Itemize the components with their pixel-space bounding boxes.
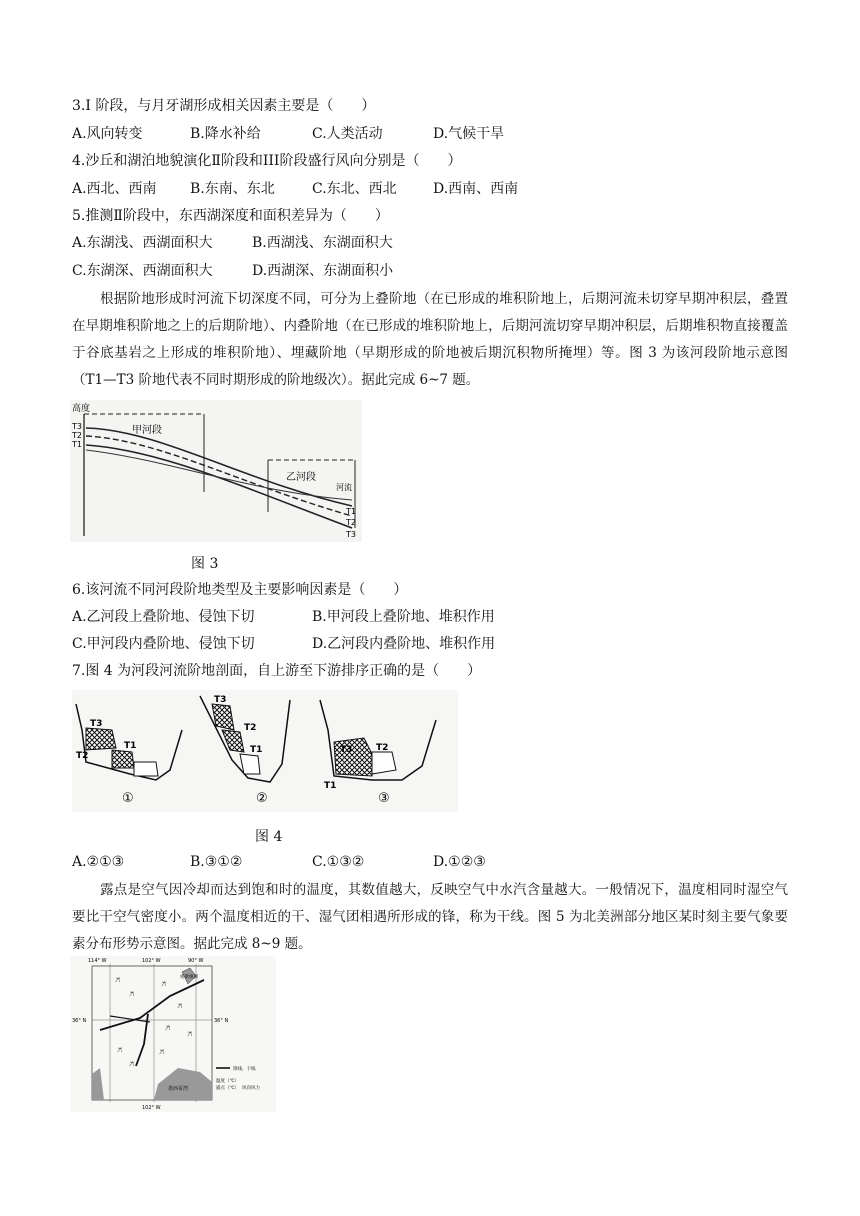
fig3-river-label: 河流 — [336, 483, 352, 492]
fig5-lat-left: 36° N — [72, 1018, 87, 1024]
fig3-left-label-t1: T1 — [72, 440, 82, 449]
fig5-legend-temp: 温度（℃） — [216, 1079, 240, 1084]
q5-option-c: C.东湖深、西湖面积大 — [72, 263, 213, 279]
q5-stem: 5.推测Ⅱ阶段中，东西湖深度和面积差异为（ ） — [72, 208, 389, 224]
fig4-p3-t3: T3 — [340, 745, 353, 755]
fig5-gulf-label: 墨西哥湾 — [168, 1086, 189, 1092]
fig3-section-b: 乙河段 — [286, 472, 316, 483]
fig5-lon-114: 114° W — [88, 958, 107, 964]
fig4-panel-1-label: ① — [122, 791, 134, 806]
fig4-p1-t1: T1 — [124, 741, 137, 751]
fig4-panel-3-label: ③ — [378, 791, 390, 806]
figure-4-terrace-profiles — [72, 690, 458, 812]
fig3-left-label-t3: T3 — [72, 422, 82, 431]
q6-option-d: D.乙河段内叠阶地、堆积作用 — [312, 636, 496, 652]
fig4-panel-2-label: ② — [256, 791, 268, 806]
figure-4-caption: 图 4 — [255, 829, 283, 845]
q3-option-b: B.降水补给 — [190, 126, 261, 142]
passage-dryline: 露点是空气因冷却而达到饱和时的温度，其数值越大，反映空气中水汽含量越大。一般情况下，温度相同时湿空气要比干空气密度小。两个温度相近的干、湿气团相遇所形成的锋，称为干线。图 5 为北美洲部分地区某时刻主要气象要素分布形势示意图。据此完成 8~9 题。 — [72, 882, 788, 952]
figure-3-caption: 图 3 — [191, 556, 219, 572]
fig4-p2-t1: T1 — [250, 745, 263, 755]
fig5-legend-wind: 风向风力 — [242, 1086, 260, 1091]
q5-option-b: B.西湖浅、东湖面积大 — [252, 235, 393, 251]
fig5-lake-label: 密歇根湖 — [180, 975, 198, 980]
q7-option-b: B.③①② — [190, 854, 243, 870]
fig5-lat-right: 36° N — [214, 1018, 229, 1024]
fig5-legend-front: 锋线、干线 — [233, 1067, 256, 1072]
fig3-right-label-t2: T2 — [346, 518, 356, 527]
figure-3-terrace-diagram — [70, 400, 362, 542]
svg-text:ℸ̸: ℸ̸ — [166, 1025, 170, 1032]
fig4-p1-t3: T3 — [90, 719, 103, 729]
fig5-lon-90: 90° W — [188, 958, 204, 964]
fig4-p3-t2: T2 — [376, 743, 389, 753]
q4-option-a: A.西北、西南 — [72, 181, 157, 197]
q5-option-d: D.西湖深、东湖面积小 — [252, 263, 394, 279]
q6-option-a: A.乙河段上叠阶地、侵蚀下切 — [72, 609, 255, 625]
fig3-height-label: 高度 — [72, 404, 91, 414]
q3-option-d: D.气候干旱 — [433, 126, 505, 142]
svg-text:ℸ̸: ℸ̸ — [116, 977, 120, 984]
svg-text:ℸ̸: ℸ̸ — [130, 1061, 134, 1068]
q4-option-b: B.东南、东北 — [190, 181, 275, 197]
q7-option-a: A.②①③ — [72, 854, 125, 870]
fig3-right-label-t3: T3 — [346, 530, 356, 539]
fig3-left-label-t2: T2 — [72, 431, 82, 440]
svg-text:ℸ̸: ℸ̸ — [130, 991, 134, 998]
q3-option-c: C.人类活动 — [312, 126, 383, 142]
fig5-lon-bottom: 102° W — [142, 1105, 161, 1111]
q7-option-c: C.①③② — [312, 854, 365, 870]
fig3-section-a: 甲河段 — [132, 425, 162, 436]
fig5-legend-dew: 露点（℃） — [216, 1086, 240, 1091]
svg-text:ℸ̸: ℸ̸ — [178, 1003, 182, 1010]
q3-stem: 3.I 阶段，与月牙湖形成相关因素主要是（ ） — [72, 98, 376, 114]
figure-5-weather-map — [70, 956, 276, 1112]
q3-option-a: A.风向转变 — [72, 126, 143, 142]
svg-text:ℸ̸: ℸ̸ — [118, 1047, 122, 1054]
fig4-p2-t2: T2 — [244, 723, 257, 733]
svg-text:ℸ̸: ℸ̸ — [160, 1049, 164, 1056]
svg-text:ℸ̸: ℸ̸ — [162, 981, 166, 988]
passage-terraces: 根据阶地形成时河流下切深度不同，可分为上叠阶地（在已形成的堆积阶地上，后期河流未切穿早期冲积层，叠置在早期堆积阶地之上的后期阶地）、内叠阶地（在已形成的堆积阶地上，后期河流切穿早期冲积层，后期堆积物直接覆盖于谷底基岩之上形成的堆积阶地）、埋藏阶地（早期形成的阶地被后期沉积物所掩埋）等。图 3 为该河段阶地示意图（T1—T3 阶地代表不同时期形成的阶地级次）。据此完成 6~7 题。 — [72, 291, 788, 388]
svg-text:ℸ̸: ℸ̸ — [188, 1031, 192, 1038]
q7-option-d: D.①②③ — [433, 854, 486, 870]
q6-stem: 6.该河流不同河段阶地类型及主要影响因素是（ ） — [72, 582, 408, 598]
q7-stem: 7.图 4 为河段河流阶地剖面，自上游至下游排序正确的是（ ） — [72, 663, 482, 679]
q4-stem: 4.沙丘和湖泊地貌演化Ⅱ阶段和III阶段盛行风向分别是（ ） — [72, 153, 462, 169]
fig4-p2-t3: T3 — [214, 695, 227, 705]
fig3-right-label-t1: T1 — [346, 507, 356, 516]
q6-option-c: C.甲河段内叠阶地、侵蚀下切 — [72, 636, 255, 652]
fig5-lon-102: 102° W — [142, 958, 161, 964]
q5-option-a: A.东湖浅、西湖面积大 — [72, 235, 213, 251]
q6-option-b: B.甲河段上叠阶地、堆积作用 — [312, 609, 495, 625]
q4-option-c: C.东北、西北 — [312, 181, 397, 197]
q4-option-d: D.西南、西南 — [433, 181, 519, 197]
fig4-p1-t2: T2 — [76, 751, 89, 761]
fig4-p3-t1: T1 — [324, 781, 337, 791]
